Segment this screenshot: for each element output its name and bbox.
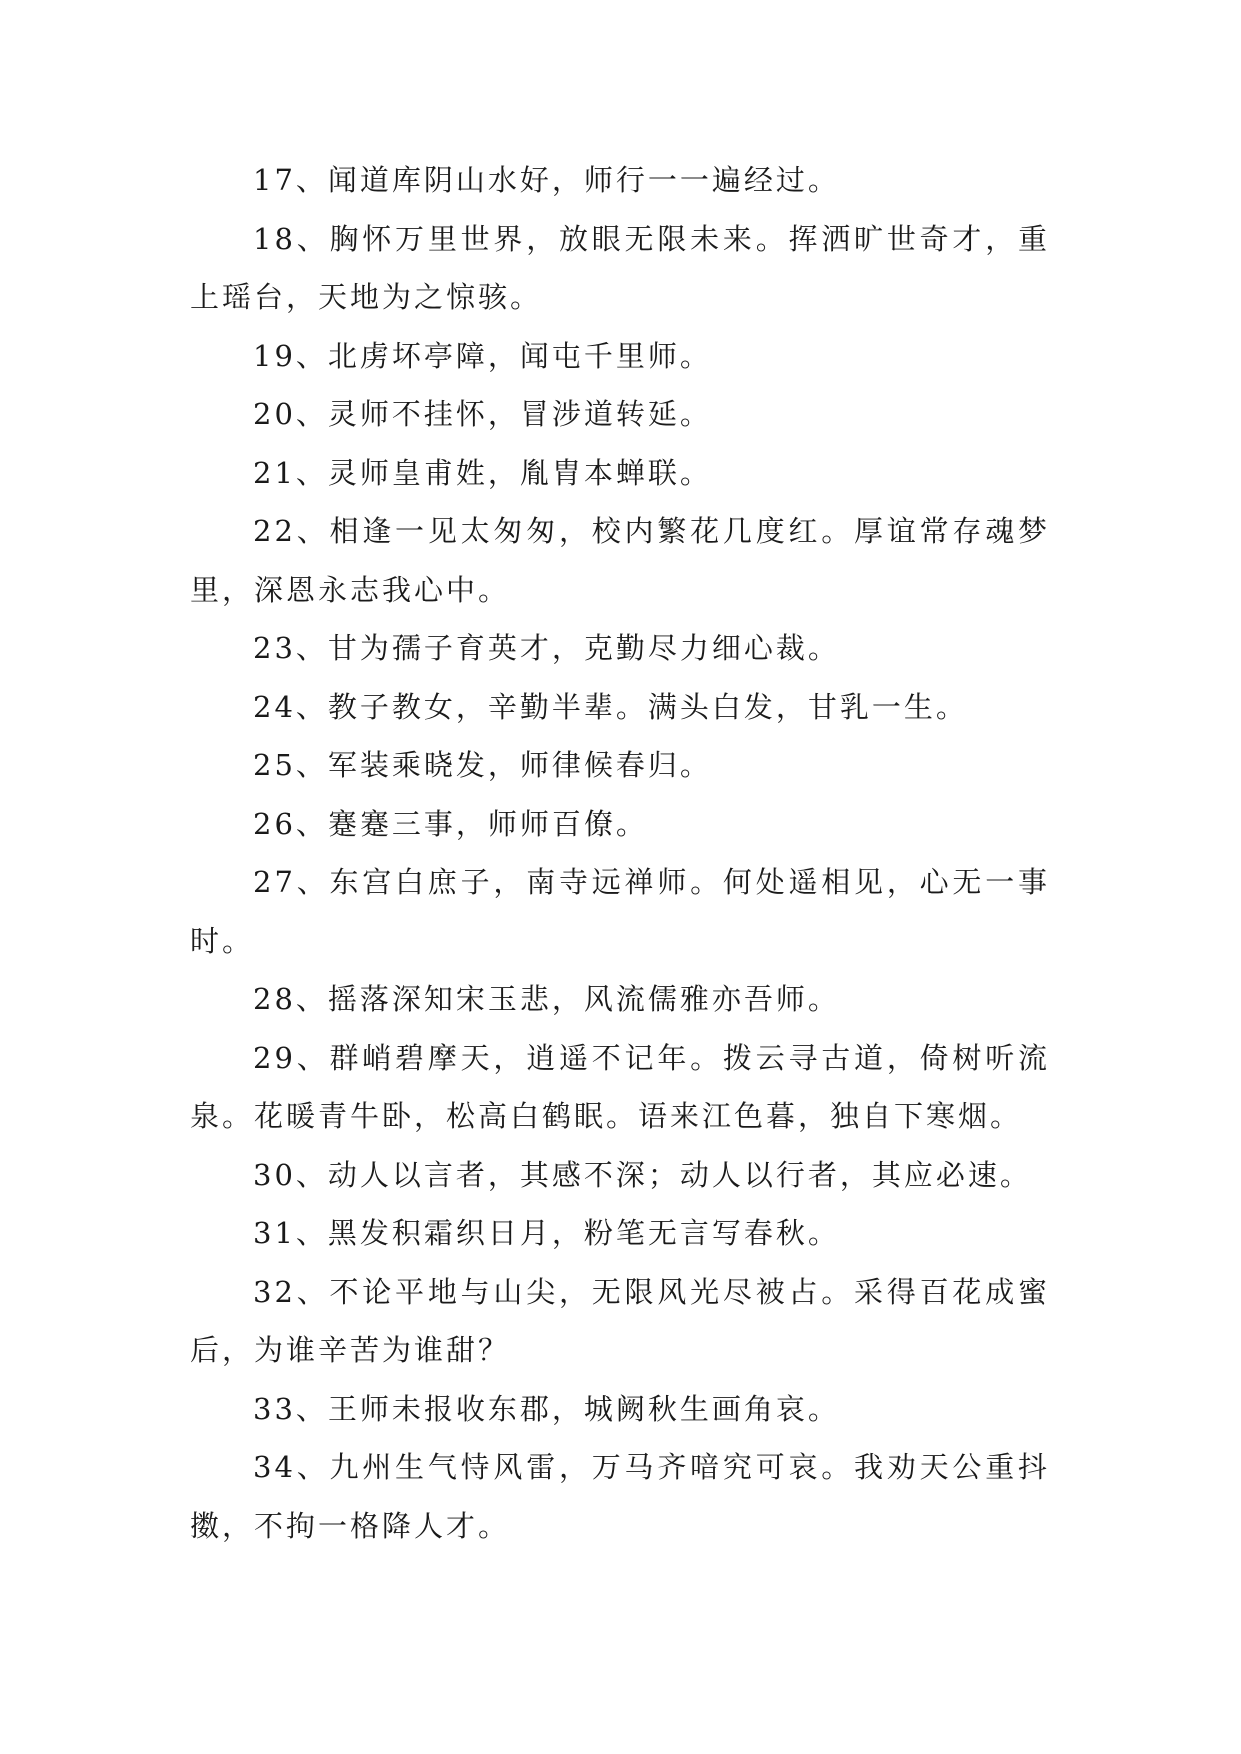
paragraph-20: 20、灵师不挂怀，冒涉道转延。: [253, 397, 712, 431]
paragraph-32: 32、不论平地与山尖，无限风光尽被占。采得百花成蜜后，为谁辛苦为谁甜？: [190, 1274, 1050, 1367]
paragraph-18: 18、胸怀万里世界，放眼无限未来。挥洒旷世奇才，重上瑶台，天地为之惊骇。: [190, 221, 1050, 314]
paragraph-25: 25、军装乘晓发，师律候春归。: [253, 748, 712, 782]
paragraph-34: 34、九州生气恃风雷，万马齐喑究可哀。我劝天公重抖擞，不拘一格降人才。: [190, 1450, 1050, 1543]
paragraph-22: 22、相逢一见太匆匆，校内繁花几度红。厚谊常存魂梦里，深恩永志我心中。: [190, 514, 1050, 607]
paragraph-33: 33、王师未报收东郡，城阙秋生画角哀。: [253, 1391, 840, 1426]
paragraph-31: 31、黑发积霜织日月，粉笔无言写春秋。: [253, 1216, 840, 1250]
paragraph-29: 29、群峭碧摩天，逍遥不记年。拨云寻古道，倚树听流泉。花暖青牛卧，松高白鹤眠。语来江色暮，独自下寒烟。: [190, 1040, 1050, 1133]
document-body: [190, 151, 1050, 1555]
paragraph-30: 30、动人以言者，其感不深；动人以行者，其应必速。: [253, 1157, 1032, 1192]
paragraph-24: 24、教子教女，辛勤半辈。满头白发，甘乳一生。: [253, 689, 968, 724]
paragraph-26: 26、蹇蹇三事，师师百僚。: [253, 806, 648, 841]
paragraph-21: 21、灵师皇甫姓，胤胄本蝉联。: [253, 455, 712, 490]
paragraph-27: 27、东宫白庶子，南寺远禅师。何处遥相见，心无一事时。: [190, 865, 1050, 958]
paragraph-23: 23、甘为孺子育英才，克勤尽力细心裁。: [253, 631, 840, 665]
paragraph-19: 19、北虏坏亭障，闻屯千里师。: [253, 338, 712, 373]
paragraph-28: 28、摇落深知宋玉悲，风流儒雅亦吾师。: [253, 982, 840, 1016]
paragraph-17: 17、闻道库阴山水好，师行一一遍经过。: [253, 163, 840, 197]
